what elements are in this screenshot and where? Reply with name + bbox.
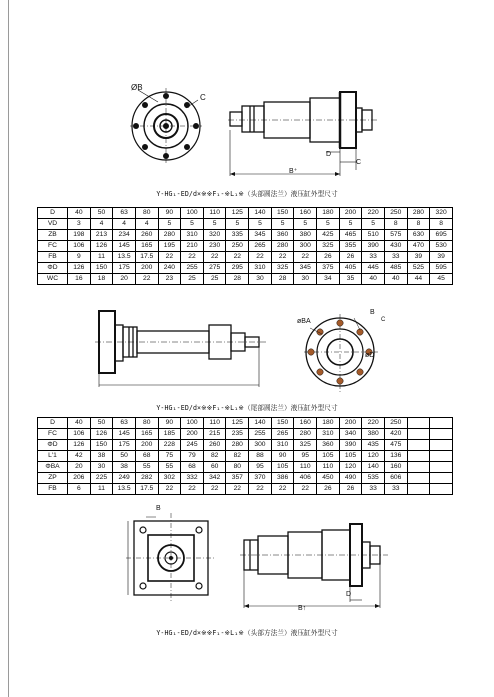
table-cell: 595 [430, 263, 453, 274]
table-cell: 105 [339, 451, 362, 462]
table-cell: 280 [158, 230, 181, 241]
table-cell: 55 [158, 462, 181, 473]
table-cell: 345 [294, 263, 317, 274]
table-cell: 220 [362, 208, 385, 219]
table-cell: 22 [249, 484, 272, 495]
table-cell: 90 [158, 208, 181, 219]
table-cell: 80 [135, 208, 158, 219]
table-cell: 4 [113, 219, 136, 230]
table-cell: 228 [158, 440, 181, 451]
table-cell: 50 [113, 451, 136, 462]
table-cell: 250 [384, 418, 407, 429]
table-cell: 175 [113, 440, 136, 451]
table-cell: 25 [181, 274, 204, 285]
table-cell: 50 [90, 208, 113, 219]
table-cell: 25 [203, 274, 226, 285]
table-cell: 210 [181, 241, 204, 252]
table-cell: 250 [384, 208, 407, 219]
table-row [38, 418, 453, 429]
table-cell: 280 [407, 208, 430, 219]
table-cell: 5 [226, 219, 249, 230]
table-cell: 198 [68, 230, 91, 241]
table-cell: 5 [249, 219, 272, 230]
table-cell: 82 [226, 451, 249, 462]
label-b-4: B↑ [298, 605, 307, 612]
table-cell: 325 [294, 440, 317, 451]
table-cell: 160 [294, 208, 317, 219]
table-cell [407, 451, 430, 462]
table-cell: 30 [90, 462, 113, 473]
table-cell: 435 [362, 440, 385, 451]
table-cell: 38 [90, 451, 113, 462]
table-cell: 490 [339, 473, 362, 484]
table-cell: 105 [271, 462, 294, 473]
row-header-cell: D [38, 208, 68, 219]
table-cell: 22 [181, 252, 204, 263]
table-cell: 430 [384, 241, 407, 252]
table-row [38, 219, 453, 230]
table-cell: 26 [317, 252, 340, 263]
label-d: D [326, 151, 332, 158]
table-cell: 475 [384, 440, 407, 451]
row-header-cell: FB [38, 252, 68, 263]
table-cell: 265 [249, 241, 272, 252]
table-cell: 90 [158, 418, 181, 429]
table-cell: 11 [90, 484, 113, 495]
table-cell: 40 [68, 418, 91, 429]
table-cell: 82 [203, 451, 226, 462]
table-cell [407, 429, 430, 440]
caption-tail-round-flange: Y-HG₁-ED/d×※※F₁-※L₁※（尾部圆法兰）液压缸外型尺寸 [156, 404, 338, 412]
row-header-cell: FC [38, 241, 68, 252]
dimension-table-head-round-flange [37, 207, 453, 285]
table-cell [430, 440, 453, 451]
table-cell: 40 [68, 208, 91, 219]
table-cell: 320 [203, 230, 226, 241]
table-cell: 4 [90, 219, 113, 230]
table-cell: 75 [158, 451, 181, 462]
table-cell: 28 [226, 274, 249, 285]
table-cell [430, 418, 453, 429]
table-cell: 100 [181, 418, 204, 429]
table-cell: 240 [158, 263, 181, 274]
table-cell: 40 [362, 274, 385, 285]
table-cell: 110 [203, 418, 226, 429]
table-cell: 390 [362, 241, 385, 252]
table-cell: 230 [203, 241, 226, 252]
table-cell: 110 [294, 462, 317, 473]
table-cell: 510 [362, 230, 385, 241]
table-cell: 160 [384, 462, 407, 473]
table-cell: 185 [158, 429, 181, 440]
table-cell: 126 [90, 429, 113, 440]
table-cell: 5 [317, 219, 340, 230]
table-cell: 105 [317, 451, 340, 462]
row-header-cell: D [38, 418, 68, 429]
table-cell: 8 [430, 219, 453, 230]
table-cell: 63 [113, 418, 136, 429]
table-cell: 140 [249, 418, 272, 429]
table-cell: 28 [271, 274, 294, 285]
table-cell: 165 [135, 429, 158, 440]
caption-head-round-flange: Y-HG₁-ED/d×※※F₁-※L₁※（头部圆法兰）液压缸外型尺寸 [156, 190, 338, 198]
table-cell: 695 [430, 230, 453, 241]
label-c-3: C [381, 317, 386, 323]
table-cell: 5 [294, 219, 317, 230]
table-cell: 30 [249, 274, 272, 285]
table-cell: 140 [249, 208, 272, 219]
table-cell: 360 [271, 230, 294, 241]
table-cell: 470 [407, 241, 430, 252]
table-cell: 22 [158, 252, 181, 263]
table-cell: 33 [362, 252, 385, 263]
table-cell: 425 [317, 230, 340, 241]
table-cell: 275 [203, 263, 226, 274]
table-cell: 200 [339, 208, 362, 219]
table-cell: 22 [271, 252, 294, 263]
table-cell: 5 [203, 219, 226, 230]
table-cell: 35 [339, 274, 362, 285]
table-cell: 8 [384, 219, 407, 230]
table-cell: 33 [362, 484, 385, 495]
table-cell: 282 [135, 473, 158, 484]
table-cell: 310 [317, 429, 340, 440]
table-cell: 200 [339, 418, 362, 429]
table-cell: 535 [362, 473, 385, 484]
table-cell: 95 [294, 451, 317, 462]
table-cell: 342 [203, 473, 226, 484]
table-cell [407, 462, 430, 473]
table-cell: 39 [407, 252, 430, 263]
cylinder-side-view-head-round-flange [228, 90, 408, 180]
table-cell: 90 [271, 451, 294, 462]
table-cell: 120 [362, 451, 385, 462]
table-cell: 355 [339, 241, 362, 252]
square-flange-front-view [118, 505, 218, 605]
table-cell: 100 [181, 208, 204, 219]
table-row [38, 208, 453, 219]
table-cell: 22 [294, 484, 317, 495]
table-cell: 250 [226, 241, 249, 252]
table-cell [430, 473, 453, 484]
table-cell: 245 [181, 440, 204, 451]
table-cell: 13.5 [113, 252, 136, 263]
table-row [38, 451, 453, 462]
table-cell: 17.5 [135, 252, 158, 263]
table-cell: 68 [135, 451, 158, 462]
page-border-line [8, 0, 9, 697]
table-cell: 20 [68, 462, 91, 473]
row-header-cell: VD [38, 219, 68, 230]
table-cell: 235 [226, 429, 249, 440]
table-row [38, 462, 453, 473]
table-cell: 195 [158, 241, 181, 252]
table-cell: 260 [135, 230, 158, 241]
label-phi-b: ØB [131, 83, 143, 92]
cylinder-side-view-head-square-flange [240, 520, 400, 610]
table-cell: 68 [181, 462, 204, 473]
table-cell: 88 [249, 451, 272, 462]
table-cell: 280 [226, 440, 249, 451]
table-cell: 310 [181, 230, 204, 241]
table-cell: 310 [271, 440, 294, 451]
dimension-table-tail-round-flange [37, 417, 453, 495]
table-cell: 525 [407, 263, 430, 274]
table-cell: 606 [384, 473, 407, 484]
table-cell: 360 [317, 440, 340, 451]
table-cell: 33 [384, 484, 407, 495]
table-cell: 50 [90, 418, 113, 429]
table-cell: 22 [226, 484, 249, 495]
caption-head-square-flange: Y-HG₁-ED/d×※※F₁-※L₁※（头部方法兰）液压缸外型尺寸 [156, 629, 338, 637]
table-cell: 95 [249, 462, 272, 473]
row-header-cell: ΦD [38, 263, 68, 274]
table-cell: 386 [271, 473, 294, 484]
table-cell: 200 [181, 429, 204, 440]
table-row [38, 230, 453, 241]
table-row [38, 484, 453, 495]
table-cell: 63 [113, 208, 136, 219]
table-cell: 26 [339, 484, 362, 495]
table-cell: 420 [384, 429, 407, 440]
table-cell [407, 418, 430, 429]
table-cell: 260 [203, 440, 226, 451]
table-cell: 175 [113, 263, 136, 274]
table-cell: 255 [181, 263, 204, 274]
table-cell: 465 [339, 230, 362, 241]
table-row [38, 440, 453, 451]
table-cell: 9 [68, 252, 91, 263]
table-cell: 180 [317, 418, 340, 429]
table-cell: 6 [68, 484, 91, 495]
table-cell: 22 [158, 484, 181, 495]
table-cell: 295 [226, 263, 249, 274]
table-cell: 42 [68, 451, 91, 462]
table-cell [407, 484, 430, 495]
table-cell: 79 [181, 451, 204, 462]
label-c: C [200, 93, 206, 102]
table-cell: 265 [271, 429, 294, 440]
label-b: B⁺ [289, 168, 298, 175]
table-cell: 280 [271, 241, 294, 252]
table-cell: 120 [339, 462, 362, 473]
table-cell: 34 [317, 274, 340, 285]
table-cell: 26 [339, 252, 362, 263]
table-cell: 80 [226, 462, 249, 473]
table-cell: 325 [271, 263, 294, 274]
table-cell: 5 [339, 219, 362, 230]
table-cell: 165 [135, 241, 158, 252]
table-cell: 200 [135, 263, 158, 274]
table-cell: 234 [113, 230, 136, 241]
row-header-cell: ZP [38, 473, 68, 484]
table-cell: 22 [226, 252, 249, 263]
table-cell: 125 [226, 418, 249, 429]
label-b-2: B [370, 309, 375, 316]
table-cell: 126 [68, 263, 91, 274]
table-cell: 370 [249, 473, 272, 484]
table-cell: 4 [135, 219, 158, 230]
table-cell: 405 [339, 263, 362, 274]
table-cell: 38 [113, 462, 136, 473]
table-cell: 150 [90, 263, 113, 274]
table-cell: 320 [430, 208, 453, 219]
table-cell: 406 [294, 473, 317, 484]
table-cell: 22 [203, 484, 226, 495]
cylinder-side-view-tail-round-flange [95, 307, 270, 392]
table-cell: 20 [113, 274, 136, 285]
table-cell: 200 [135, 440, 158, 451]
label-c-2: C [356, 159, 362, 166]
table-cell: 22 [203, 252, 226, 263]
table-cell: 380 [294, 230, 317, 241]
table-row [38, 252, 453, 263]
table-cell: 530 [430, 241, 453, 252]
table-cell: 106 [68, 429, 91, 440]
row-header-cell: FC [38, 429, 68, 440]
label-phi-d: øD [365, 352, 375, 359]
table-cell: 23 [158, 274, 181, 285]
table-cell: 310 [249, 263, 272, 274]
table-cell: 255 [249, 429, 272, 440]
label-b-3: B [156, 505, 161, 512]
table-cell: 150 [271, 418, 294, 429]
table-cell: 213 [90, 230, 113, 241]
table-cell: 357 [226, 473, 249, 484]
table-cell: 150 [90, 440, 113, 451]
table-cell: 22 [135, 274, 158, 285]
table-cell: 40 [384, 274, 407, 285]
table-cell: 33 [384, 252, 407, 263]
table-cell: 39 [430, 252, 453, 263]
table-cell: 5 [158, 219, 181, 230]
table-cell: 126 [68, 440, 91, 451]
table-cell [430, 451, 453, 462]
label-phi-ba: øBA [297, 318, 311, 325]
table-cell: 30 [294, 274, 317, 285]
table-cell: 18 [90, 274, 113, 285]
table-cell: 5 [181, 219, 204, 230]
table-cell: 575 [384, 230, 407, 241]
table-row [38, 473, 453, 484]
table-cell: 110 [203, 208, 226, 219]
table-cell: 145 [113, 429, 136, 440]
table-cell: 380 [362, 429, 385, 440]
label-d-2: D [346, 591, 352, 598]
table-cell: 3 [68, 219, 91, 230]
table-cell: 44 [407, 274, 430, 285]
table-cell: 220 [362, 418, 385, 429]
table-cell: 300 [294, 241, 317, 252]
table-cell: 11 [90, 252, 113, 263]
table-cell: 5 [271, 219, 294, 230]
table-cell: 45 [430, 274, 453, 285]
table-cell: 136 [384, 451, 407, 462]
table-cell: 160 [294, 418, 317, 429]
row-header-cell: ΦBA [38, 462, 68, 473]
table-cell: 225 [90, 473, 113, 484]
table-cell: 22 [181, 484, 204, 495]
table-cell: 80 [135, 418, 158, 429]
table-cell: 332 [181, 473, 204, 484]
table-cell [430, 462, 453, 473]
table-cell: 5 [362, 219, 385, 230]
table-row [38, 263, 453, 274]
table-cell: 22 [271, 484, 294, 495]
table-cell: 60 [203, 462, 226, 473]
table-cell: 215 [203, 429, 226, 440]
table-cell: 325 [317, 241, 340, 252]
table-cell [430, 484, 453, 495]
table-cell: 13.5 [113, 484, 136, 495]
row-header-cell: ΦD [38, 440, 68, 451]
table-cell: 340 [339, 429, 362, 440]
table-cell: 106 [68, 241, 91, 252]
table-cell: 150 [271, 208, 294, 219]
table-cell: 300 [249, 440, 272, 451]
table-cell: 110 [317, 462, 340, 473]
row-header-cell: ZB [38, 230, 68, 241]
table-cell: 22 [294, 252, 317, 263]
table-cell: 206 [68, 473, 91, 484]
table-row [38, 274, 453, 285]
table-cell: 140 [362, 462, 385, 473]
row-header-cell: L′1 [38, 451, 68, 462]
row-header-cell: WC [38, 274, 68, 285]
table-row [38, 429, 453, 440]
table-cell: 180 [317, 208, 340, 219]
table-cell [407, 473, 430, 484]
table-cell: 302 [158, 473, 181, 484]
table-cell: 485 [384, 263, 407, 274]
table-row [38, 241, 453, 252]
table-cell [430, 429, 453, 440]
table-cell: 390 [339, 440, 362, 451]
table-cell: 450 [317, 473, 340, 484]
table-cell: 8 [407, 219, 430, 230]
table-cell: 17.5 [135, 484, 158, 495]
row-header-cell: FB [38, 484, 68, 495]
table-cell [407, 440, 430, 451]
table-cell: 375 [317, 263, 340, 274]
table-cell: 345 [249, 230, 272, 241]
table-cell: 22 [249, 252, 272, 263]
table-cell: 630 [407, 230, 430, 241]
table-cell: 445 [362, 263, 385, 274]
table-cell: 26 [317, 484, 340, 495]
table-cell: 249 [113, 473, 136, 484]
table-cell: 126 [90, 241, 113, 252]
table-cell: 125 [226, 208, 249, 219]
table-cell: 16 [68, 274, 91, 285]
table-cell: 55 [135, 462, 158, 473]
table-cell: 335 [226, 230, 249, 241]
table-cell: 145 [113, 241, 136, 252]
table-cell: 280 [294, 429, 317, 440]
